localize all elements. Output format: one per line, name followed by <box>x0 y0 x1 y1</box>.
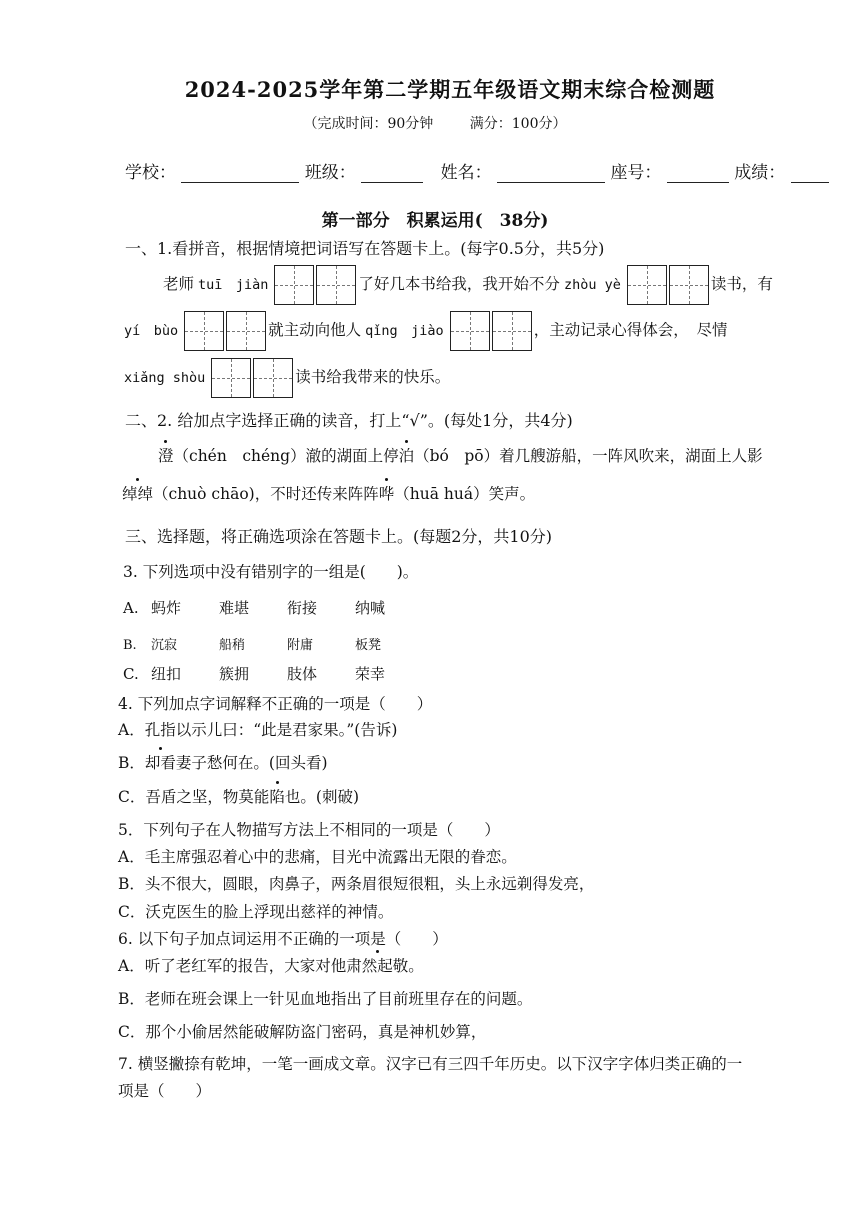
sec2-t3: （chuò chāo)，不时还传来阵阵 <box>153 485 379 503</box>
sec1-l2b: ，主动记录心得体会， 尽情 <box>533 321 728 339</box>
sec1-l1b: 了好几本书给我，我开始不分 <box>358 275 560 293</box>
sec2-heading: 二、2. 给加点字选择正确的读音，打上“√”。(每处1分，共4分) <box>125 411 573 430</box>
sec1-l3a: 读书给我带来的快乐。 <box>295 368 451 386</box>
name-field[interactable] <box>497 166 605 183</box>
sec1-heading: 一、1.看拼音，根据情境把词语写在答题卡上。(每字0.5分，共5分) <box>125 239 605 258</box>
grade-label: 成绩： <box>734 163 786 183</box>
q4-stem: 4. 下列加点字词解释不正确的一项是（ ） <box>118 695 433 713</box>
q7-stem-line1: 7. 横竖撇捺有乾坤，一笔一画成文章。汉字已有三四千年历史。以下汉字字体归类正确的一 <box>118 1055 743 1073</box>
sec2-t4: （huā huá）笑声。 <box>394 485 536 503</box>
answer-grid-qingjiao[interactable] <box>450 311 532 351</box>
answer-grid-xiangshou[interactable] <box>211 358 293 398</box>
seat-field[interactable] <box>667 166 729 183</box>
school-field[interactable] <box>181 166 299 183</box>
sec1-l1a: 老师 <box>163 275 195 293</box>
sec1-l2a: 就主动向他人 <box>268 321 362 339</box>
sec2-line2 <box>122 482 535 504</box>
q6-option-a[interactable]: A．听了老红军的报告，大家对他肃然起敬。 <box>118 954 424 976</box>
class-label: 班级： <box>304 163 356 183</box>
pinyin-tuijian: tuī jiàn <box>198 277 269 293</box>
dotted-word-quekan: 却看 <box>145 751 176 773</box>
grade-field[interactable] <box>791 166 829 183</box>
sec1-l1c: 读书，有 <box>710 275 773 293</box>
answer-grid-tuijian[interactable] <box>274 265 356 305</box>
pinyin-yibuo: yí bùo <box>124 323 179 339</box>
q5-stem: 5．下列句子在人物描写方法上不相同的一项是（ ） <box>118 821 500 839</box>
q7-stem-line2: 项是（ ） <box>118 1082 212 1100</box>
name-label: 姓名： <box>440 163 492 183</box>
q5-option-b[interactable]: B．头不很大，圆眼，肉鼻子，两条眉很短很粗，头上永远剃得发亮， <box>118 875 595 893</box>
q5-option-c[interactable]: C．沃克医生的脸上浮现出慈祥的神情。 <box>118 903 394 921</box>
q4-option-a[interactable]: A．孔指以示儿曰：“此是君家果。”(告诉) <box>118 721 398 739</box>
answer-grid-zhouye[interactable] <box>627 265 709 305</box>
dotted-char-hua: 哗 <box>379 482 395 504</box>
pinyin-xiangshou: xiǎng shòu <box>124 370 206 386</box>
answer-grid-yibuo[interactable] <box>184 311 266 351</box>
seat-label: 座号： <box>610 163 662 183</box>
exam-score: 满分：100分） <box>469 116 567 132</box>
exam-time: （完成时间：90分钟 <box>303 116 434 132</box>
school-label: 学校： <box>125 163 176 183</box>
part1-heading: 第一部分 积累运用( 38分) <box>321 211 549 231</box>
q6-stem: 6. 以下句子加点词运用不正确的一项是（ ） <box>118 930 448 948</box>
sec1-line3 <box>120 358 450 398</box>
dotted-char-bo: 泊 <box>399 444 415 466</box>
pinyin-zhouye: zhòu yè <box>563 277 621 293</box>
q4-option-c[interactable]: C．吾盾之坚，物莫能陷也。(刺破) <box>118 785 359 807</box>
sec1-line1 <box>163 265 773 305</box>
student-info-row <box>125 158 829 183</box>
q3-stem: 3. 下列选项中没有错别字的一组是( )。 <box>123 563 419 581</box>
q5-option-a[interactable]: A．毛主席强忍着心中的悲痛，目光中流露出无限的眷恋。 <box>118 848 517 866</box>
q6-option-c[interactable]: C．那个小偷居然能破解防盗门密码，真是神机妙算， <box>118 1023 487 1041</box>
dotted-word-surangqijing: 肃然起敬 <box>346 954 408 976</box>
dotted-char-chuo: 绰绰 <box>122 482 153 504</box>
sec3-heading: 三、选择题，将正确选项涂在答题卡上。(每题2分，共10分) <box>125 527 553 546</box>
q6-option-b[interactable]: B．老师在班会课上一针见血地指出了目前班里存在的问题。 <box>118 990 533 1008</box>
pinyin-qingjiao: qǐng jiào <box>365 323 444 339</box>
q3-option-b[interactable]: B. 沉寂 船稍 附庸 板凳 <box>123 638 382 653</box>
sec1-line2 <box>120 311 727 351</box>
sec2-t2: （bó pō）着几艘游船，一阵风吹来，湖面上人影 <box>414 447 763 465</box>
dotted-char-xian: 陷 <box>269 785 285 807</box>
exam-subtitle <box>0 113 860 133</box>
dotted-char-cheng: 澄 <box>158 444 174 466</box>
sec2-t1: （chén chéng）澈的湖面上停 <box>173 447 399 465</box>
q4-option-b[interactable]: B．却看妻子愁何在。(回头看) <box>118 751 328 773</box>
class-field[interactable] <box>361 166 423 183</box>
sec2-line1 <box>158 444 763 466</box>
exam-title: 2024-2025学年第二学期五年级语文期末综合检测题 <box>184 77 716 102</box>
q3-option-a[interactable]: A. 蚂炸 难堪 衔接 纳喊 <box>123 599 386 617</box>
q3-option-c[interactable]: C. 纽扣 簇拥 肢体 荣幸 <box>123 665 386 683</box>
